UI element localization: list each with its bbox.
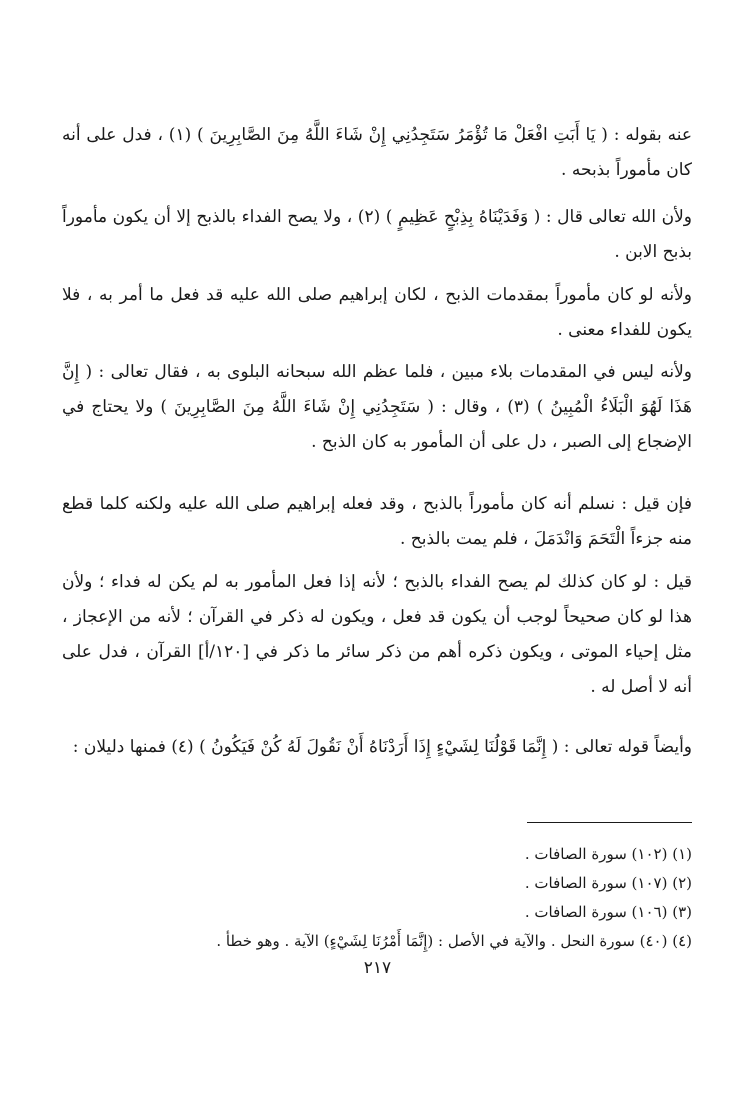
paragraph-text: ولأنه لو كان مأموراً بمقدمات الذبح ، لكان إبراهيم صلى الله عليه قد فعل ما أمر به ، فلا يكون للفداء معنى . — [62, 285, 692, 340]
paragraph-text: فإن قيل : نسلم أنه كان مأموراً بالذبح ، وقد فعله إبراهيم صلى الله عليه ولكنه كلما قطع منه جزءاً الْتَحَمَ وَانْدَمَلَ ، فلم يمت بالذبح . — [62, 494, 692, 549]
page-number: ٢١٧ — [363, 958, 392, 978]
footnotes — [62, 840, 692, 956]
footnote-divider — [527, 822, 692, 823]
paragraph-2 — [62, 200, 692, 270]
footnote-4: (٤) (٤٠) سورة النحل . والآية في الأصل : (إِنَّمَا أَمْرُنَا لِشَيْءٍ) الآية . وهو خطأ . — [216, 932, 692, 950]
footnote-2: (٢) (١٠٧) سورة الصافات . — [524, 874, 692, 892]
paragraph-text: وأيضاً قوله تعالى : ( إِنَّمَا قَوْلُنَا لِشَيْءٍ إِذَا أَرَدْنَاهُ أَنْ نَقُولَ لَهُ كُنْ فَيَكُونُ ) (٤) فمنها دليلان : — [72, 737, 692, 757]
paragraph-text: ولأن الله تعالى قال : ( وَفَدَيْنَاهُ بِذِبْحٍ عَظِيمٍ ) (٢) ، ولا يصح الفداء بالذبح إلا أن يكون مأموراً بذبح الابن . — [62, 207, 692, 262]
paragraph-text: عنه بقوله : ( يَا أَبَتِ افْعَلْ مَا تُؤْمَرُ سَتَجِدُنِي إِنْ شَاءَ اللَّهُ مِنَ الصَّابِرِينَ ) (١) ، فدل على أنه كان مأموراً بذبحه . — [62, 125, 692, 180]
paragraph-7 — [62, 730, 692, 765]
paragraph-text: ولأنه ليس في المقدمات بلاء مبين ، فلما عظم الله سبحانه البلوى به ، فقال تعالى : ( إِنَّ هَذَا لَهُوَ الْبَلَاءُ الْمُبِينُ ) (٣) ، وقال : ( سَتَجِدُنِي إِنْ شَاءَ اللَّهُ مِنَ الصَّابِرِينَ ) ولا يحتاج في الإضجاع إلى الصبر ، دل على أن المأمور به كان الذبح . — [62, 362, 693, 452]
footnote-1: (١) (١٠٢) سورة الصافات . — [524, 845, 692, 863]
paragraph-1 — [62, 118, 692, 188]
paragraph-6 — [62, 565, 692, 705]
paragraph-text: قيل : لو كان كذلك لم يصح الفداء بالذبح ؛ لأنه إذا فعل المأمور به لم يكن له فداء ؛ ولأن هذا لو كان صحيحاً لوجب أن يكون قد فعل ، ويكون له ذكر في القرآن ؛ لأنه من الإعجاز ، مثل إحياء الموتى ، ويكون ذكره أهم من ذكر سائر ما ذكر في [١٢٠/أ] القرآن ، فدل على أنه لا أصل له . — [62, 572, 692, 697]
footnote-3: (٣) (١٠٦) سورة الصافات . — [524, 903, 692, 921]
paragraph-4 — [62, 355, 692, 460]
paragraph-3 — [62, 278, 692, 348]
paragraph-5 — [62, 487, 692, 557]
